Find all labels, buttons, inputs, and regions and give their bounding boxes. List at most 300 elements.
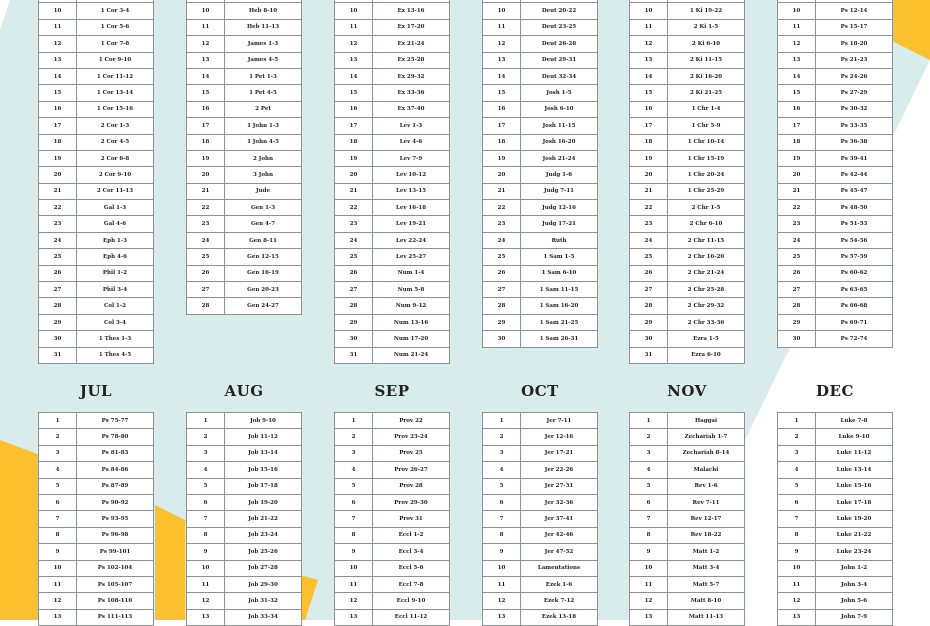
reading-passage: Ps 54-56 xyxy=(816,232,893,248)
day-number: 12 xyxy=(483,36,521,52)
table-row xyxy=(335,576,450,592)
day-number: 6 xyxy=(778,494,816,510)
reading-passage: Gen 8-11 xyxy=(225,232,302,248)
reading-passage: Matt 8-10 xyxy=(668,593,745,609)
day-number: 8 xyxy=(630,527,668,543)
table-row xyxy=(630,462,745,478)
day-number: 24 xyxy=(187,232,225,248)
reading-passage: Rev 1-6 xyxy=(668,478,745,494)
day-number: 20 xyxy=(630,167,668,183)
reading-passage: 1 Chr 20-24 xyxy=(668,167,745,183)
day-number: 3 xyxy=(630,445,668,461)
day-number: 4 xyxy=(778,462,816,478)
day-number: 11 xyxy=(483,576,521,592)
table-row xyxy=(483,314,598,330)
reading-table xyxy=(38,0,154,364)
day-number: 13 xyxy=(630,52,668,68)
day-number: 4 xyxy=(335,462,373,478)
reading-passage: Judg 12-16 xyxy=(521,200,598,216)
table-row xyxy=(778,445,893,461)
reading-passage: Prov 28 xyxy=(373,478,450,494)
day-number: 10 xyxy=(630,3,668,19)
day-number: 1 xyxy=(630,413,668,429)
reading-passage: Ps 63-65 xyxy=(816,282,893,298)
table-row xyxy=(778,265,893,281)
reading-passage: Num 1-4 xyxy=(373,265,450,281)
day-number: 5 xyxy=(630,478,668,494)
day-number: 5 xyxy=(335,478,373,494)
day-number: 23 xyxy=(187,216,225,232)
day-number: 14 xyxy=(187,68,225,84)
day-number: 21 xyxy=(187,183,225,199)
day-number: 29 xyxy=(335,314,373,330)
reading-passage: Ps 81-83 xyxy=(77,445,154,461)
table-row xyxy=(39,19,154,35)
reading-table xyxy=(777,0,893,348)
reading-passage: Ps 42-44 xyxy=(816,167,893,183)
reading-passage: Ps 96-98 xyxy=(77,527,154,543)
reading-passage: Ps 111-113 xyxy=(77,609,154,625)
table-row xyxy=(335,150,450,166)
day-number: 1 xyxy=(778,413,816,429)
reading-passage: 2 Chr 21-24 xyxy=(668,265,745,281)
day-number: 13 xyxy=(483,52,521,68)
day-number: 14 xyxy=(630,68,668,84)
table-row xyxy=(39,101,154,117)
table-row xyxy=(187,494,302,510)
day-number: 12 xyxy=(630,593,668,609)
table-row xyxy=(483,118,598,134)
reading-passage: Gal 1-3 xyxy=(77,200,154,216)
table-row xyxy=(39,85,154,101)
day-number: 13 xyxy=(39,52,77,68)
table-row xyxy=(187,298,302,314)
reading-passage: Ps 24-26 xyxy=(816,68,893,84)
day-number: 5 xyxy=(483,478,521,494)
reading-passage: Ps 75-77 xyxy=(77,413,154,429)
reading-passage: 1 Cor 5-6 xyxy=(77,19,154,35)
day-number: 12 xyxy=(778,593,816,609)
day-number: 31 xyxy=(335,347,373,363)
day-number: 29 xyxy=(778,314,816,330)
reading-passage: 2 Cor 1-3 xyxy=(77,118,154,134)
table-row xyxy=(39,609,154,625)
reading-passage: 1 Pet 1-3 xyxy=(225,68,302,84)
day-number: 23 xyxy=(483,216,521,232)
reading-passage: Gen 4-7 xyxy=(225,216,302,232)
day-number: 30 xyxy=(483,331,521,347)
reading-passage: Ps 30-32 xyxy=(816,101,893,117)
reading-passage: 1 Sam 16-20 xyxy=(521,298,598,314)
day-number: 16 xyxy=(335,101,373,117)
day-number: 24 xyxy=(778,232,816,248)
day-number: 11 xyxy=(630,19,668,35)
table-row xyxy=(630,150,745,166)
table-row xyxy=(483,36,598,52)
table-row xyxy=(187,232,302,248)
reading-passage: Lamentations xyxy=(521,560,598,576)
day-number: 7 xyxy=(778,511,816,527)
day-number: 10 xyxy=(630,560,668,576)
day-number: 7 xyxy=(630,511,668,527)
day-number: 13 xyxy=(335,609,373,625)
day-number: 8 xyxy=(335,527,373,543)
day-number: 15 xyxy=(39,85,77,101)
reading-passage: 1 Chr 1-4 xyxy=(668,101,745,117)
month-title: JUL xyxy=(79,382,113,400)
table-row xyxy=(39,134,154,150)
table-row xyxy=(778,298,893,314)
day-number: 17 xyxy=(187,118,225,134)
table-row xyxy=(187,85,302,101)
reading-passage: 1 Sam 1-5 xyxy=(521,249,598,265)
table-row xyxy=(335,544,450,560)
day-number: 18 xyxy=(630,134,668,150)
reading-passage: Jer 17-21 xyxy=(521,445,598,461)
day-number: 27 xyxy=(778,282,816,298)
reading-passage: Job 13-14 xyxy=(225,445,302,461)
day-number: 6 xyxy=(630,494,668,510)
table-row xyxy=(39,200,154,216)
day-number: 29 xyxy=(39,314,77,330)
reading-passage: 2 Chr 33-36 xyxy=(668,314,745,330)
table-row xyxy=(483,249,598,265)
reading-passage: 1 Chr 15-19 xyxy=(668,150,745,166)
table-row xyxy=(187,429,302,445)
day-number: 26 xyxy=(483,265,521,281)
table-row xyxy=(335,429,450,445)
reading-passage: Josh 21-24 xyxy=(521,150,598,166)
table-row xyxy=(483,478,598,494)
table-row xyxy=(187,609,302,625)
day-number: 17 xyxy=(39,118,77,134)
reading-passage: Prov 22 xyxy=(373,413,450,429)
table-row xyxy=(39,560,154,576)
reading-passage: Haggai xyxy=(668,413,745,429)
day-number: 4 xyxy=(187,462,225,478)
day-number: 20 xyxy=(187,167,225,183)
reading-passage: 2 Ki 11-15 xyxy=(668,52,745,68)
day-number: 10 xyxy=(187,3,225,19)
day-number: 24 xyxy=(630,232,668,248)
reading-passage: 2 Chr 6-10 xyxy=(668,216,745,232)
reading-passage: Eccl 9-10 xyxy=(373,593,450,609)
reading-passage: 1 Cor 15-16 xyxy=(77,101,154,117)
reading-passage: James 4-5 xyxy=(225,52,302,68)
table-row xyxy=(483,609,598,625)
reading-passage: Ps 48-50 xyxy=(816,200,893,216)
reading-passage: Ps 12-14 xyxy=(816,3,893,19)
reading-passage: John 1-2 xyxy=(816,560,893,576)
day-number: 25 xyxy=(335,249,373,265)
table-row xyxy=(39,494,154,510)
day-number: 20 xyxy=(335,167,373,183)
table-row xyxy=(630,216,745,232)
day-number: 3 xyxy=(335,445,373,461)
table-row xyxy=(778,3,893,19)
day-number: 12 xyxy=(778,36,816,52)
table-row xyxy=(335,19,450,35)
day-number: 10 xyxy=(335,3,373,19)
table-row xyxy=(483,150,598,166)
day-number: 26 xyxy=(39,265,77,281)
table-row xyxy=(630,19,745,35)
reading-passage: 1 John 1-3 xyxy=(225,118,302,134)
day-number: 10 xyxy=(39,3,77,19)
table-row xyxy=(335,36,450,52)
day-number: 20 xyxy=(39,167,77,183)
table-row xyxy=(187,544,302,560)
table-row xyxy=(39,314,154,330)
day-number: 27 xyxy=(335,282,373,298)
table-row xyxy=(39,183,154,199)
reading-passage: 1 Cor 7-8 xyxy=(77,36,154,52)
day-number: 2 xyxy=(335,429,373,445)
table-row xyxy=(630,282,745,298)
reading-passage: Job 25-26 xyxy=(225,544,302,560)
day-number: 14 xyxy=(39,68,77,84)
table-row xyxy=(39,576,154,592)
reading-table xyxy=(482,412,598,626)
day-number: 28 xyxy=(39,298,77,314)
reading-passage: Eccl 7-8 xyxy=(373,576,450,592)
reading-passage: Luke 19-20 xyxy=(816,511,893,527)
table-row xyxy=(187,282,302,298)
day-number: 18 xyxy=(778,134,816,150)
reading-passage: 2 Cor 9-10 xyxy=(77,167,154,183)
day-number: 22 xyxy=(187,200,225,216)
reading-passage: Ezra 6-10 xyxy=(668,347,745,363)
table-row xyxy=(187,134,302,150)
table-row xyxy=(483,560,598,576)
reading-passage: Ps 90-92 xyxy=(77,494,154,510)
table-row xyxy=(187,167,302,183)
table-row xyxy=(483,511,598,527)
reading-passage: Ezra 1-5 xyxy=(668,331,745,347)
table-row xyxy=(630,249,745,265)
day-number: 11 xyxy=(187,576,225,592)
table-row xyxy=(39,429,154,445)
table-row xyxy=(483,445,598,461)
reading-passage: Judg 1-6 xyxy=(521,167,598,183)
reading-passage: 2 Chr 1-5 xyxy=(668,200,745,216)
day-number: 3 xyxy=(778,445,816,461)
reading-passage: Ps 15-17 xyxy=(816,19,893,35)
reading-table xyxy=(38,412,154,626)
reading-passage: 1 Sam 6-10 xyxy=(521,265,598,281)
reading-passage: 1 Sam 11-15 xyxy=(521,282,598,298)
table-row xyxy=(630,413,745,429)
table-row xyxy=(187,511,302,527)
reading-passage: 2 Chr 29-32 xyxy=(668,298,745,314)
day-number: 22 xyxy=(335,200,373,216)
table-row xyxy=(483,200,598,216)
table-row xyxy=(187,265,302,281)
reading-passage: Judg 7-11 xyxy=(521,183,598,199)
day-number: 25 xyxy=(630,249,668,265)
reading-table xyxy=(629,412,745,626)
day-number: 22 xyxy=(778,200,816,216)
reading-passage: Rev 18-22 xyxy=(668,527,745,543)
reading-passage: Lev 4-6 xyxy=(373,134,450,150)
table-row xyxy=(335,445,450,461)
reading-passage: Prov 25 xyxy=(373,445,450,461)
day-number: 11 xyxy=(778,576,816,592)
day-number: 15 xyxy=(335,85,373,101)
day-number: 28 xyxy=(778,298,816,314)
day-number: 1 xyxy=(335,413,373,429)
table-row xyxy=(483,167,598,183)
table-row xyxy=(335,3,450,19)
day-number: 10 xyxy=(778,560,816,576)
day-number: 28 xyxy=(335,298,373,314)
day-number: 20 xyxy=(778,167,816,183)
table-row xyxy=(335,183,450,199)
reading-passage: Ezek 13-18 xyxy=(521,609,598,625)
reading-passage: Ps 102-104 xyxy=(77,560,154,576)
table-row xyxy=(187,576,302,592)
day-number: 25 xyxy=(778,249,816,265)
reading-passage: Matt 5-7 xyxy=(668,576,745,592)
reading-passage: Jer 47-52 xyxy=(521,544,598,560)
table-row xyxy=(39,413,154,429)
month-block-sep xyxy=(334,380,450,626)
day-number: 6 xyxy=(335,494,373,510)
table-row xyxy=(778,527,893,543)
reading-passage: Zechariah 8-14 xyxy=(668,445,745,461)
day-number: 10 xyxy=(335,560,373,576)
reading-passage: Rev 7-11 xyxy=(668,494,745,510)
table-row xyxy=(630,200,745,216)
day-number: 18 xyxy=(187,134,225,150)
reading-passage: Zechariah 1-7 xyxy=(668,429,745,445)
table-row xyxy=(630,560,745,576)
table-row xyxy=(630,544,745,560)
reading-passage: Matt 1-2 xyxy=(668,544,745,560)
reading-table xyxy=(482,0,598,348)
reading-passage: Gal 4-6 xyxy=(77,216,154,232)
reading-passage: Luke 17-18 xyxy=(816,494,893,510)
table-row xyxy=(187,68,302,84)
table-row xyxy=(778,134,893,150)
table-row xyxy=(335,249,450,265)
table-row xyxy=(335,200,450,216)
reading-passage: Ezek 1-6 xyxy=(521,576,598,592)
day-number: 2 xyxy=(483,429,521,445)
day-number: 23 xyxy=(630,216,668,232)
table-row xyxy=(39,298,154,314)
day-number: 21 xyxy=(778,183,816,199)
reading-passage: Jer 27-31 xyxy=(521,478,598,494)
table-row xyxy=(39,232,154,248)
table-row xyxy=(483,462,598,478)
table-row xyxy=(39,527,154,543)
reading-passage: Ex 13-16 xyxy=(373,3,450,19)
table-row xyxy=(335,494,450,510)
reading-passage: Luke 9-10 xyxy=(816,429,893,445)
table-row xyxy=(187,36,302,52)
day-number: 12 xyxy=(187,36,225,52)
day-number: 14 xyxy=(335,68,373,84)
day-number: 25 xyxy=(187,249,225,265)
day-number: 24 xyxy=(483,232,521,248)
day-number: 12 xyxy=(483,593,521,609)
table-row xyxy=(187,52,302,68)
reading-passage: Job 23-24 xyxy=(225,527,302,543)
day-number: 26 xyxy=(187,265,225,281)
table-row xyxy=(39,167,154,183)
day-number: 11 xyxy=(483,19,521,35)
day-number: 2 xyxy=(39,429,77,445)
table-row xyxy=(778,544,893,560)
table-row xyxy=(778,249,893,265)
reading-passage: Num 9-12 xyxy=(373,298,450,314)
day-number: 24 xyxy=(39,232,77,248)
day-number: 9 xyxy=(778,544,816,560)
month-block-col-5 xyxy=(629,0,745,364)
reading-table xyxy=(186,412,302,626)
month-title: AUG xyxy=(224,382,264,400)
table-row xyxy=(187,445,302,461)
day-number: 3 xyxy=(483,445,521,461)
table-row xyxy=(778,609,893,625)
table-row xyxy=(778,576,893,592)
month-title: OCT xyxy=(521,382,559,400)
reading-passage: Deut 29-31 xyxy=(521,52,598,68)
table-row xyxy=(483,331,598,347)
day-number: 26 xyxy=(335,265,373,281)
table-row xyxy=(335,314,450,330)
table-row xyxy=(778,118,893,134)
table-row xyxy=(39,593,154,609)
table-row xyxy=(778,167,893,183)
table-row xyxy=(630,134,745,150)
table-row xyxy=(335,85,450,101)
table-row xyxy=(335,560,450,576)
reading-passage: Jer 37-41 xyxy=(521,511,598,527)
reading-passage: 1 Thes 1-3 xyxy=(77,331,154,347)
table-row xyxy=(630,314,745,330)
table-row xyxy=(483,85,598,101)
day-number: 21 xyxy=(483,183,521,199)
reading-passage: Ruth xyxy=(521,232,598,248)
reading-passage: Ps 39-41 xyxy=(816,150,893,166)
reading-passage: 2 Ki 21-25 xyxy=(668,85,745,101)
table-row xyxy=(335,101,450,117)
reading-passage: 2 Cor 11-13 xyxy=(77,183,154,199)
day-number: 22 xyxy=(630,200,668,216)
reading-passage: Jer 32-36 xyxy=(521,494,598,510)
reading-passage: Jude xyxy=(225,183,302,199)
table-row xyxy=(778,282,893,298)
reading-passage: 2 Cor 6-8 xyxy=(77,150,154,166)
reading-passage: Luke 7-8 xyxy=(816,413,893,429)
table-row xyxy=(335,413,450,429)
table-row xyxy=(335,462,450,478)
table-row xyxy=(39,445,154,461)
reading-passage: 3 John xyxy=(225,167,302,183)
day-number: 8 xyxy=(187,527,225,543)
reading-passage: Ps 36-38 xyxy=(816,134,893,150)
reading-passage: 1 Ki 19-22 xyxy=(668,3,745,19)
reading-passage: Num 5-8 xyxy=(373,282,450,298)
table-row xyxy=(483,232,598,248)
reading-passage: Job 29-30 xyxy=(225,576,302,592)
table-row xyxy=(778,150,893,166)
day-number: 6 xyxy=(187,494,225,510)
table-row xyxy=(630,265,745,281)
reading-passage: Ps 18-20 xyxy=(816,36,893,52)
